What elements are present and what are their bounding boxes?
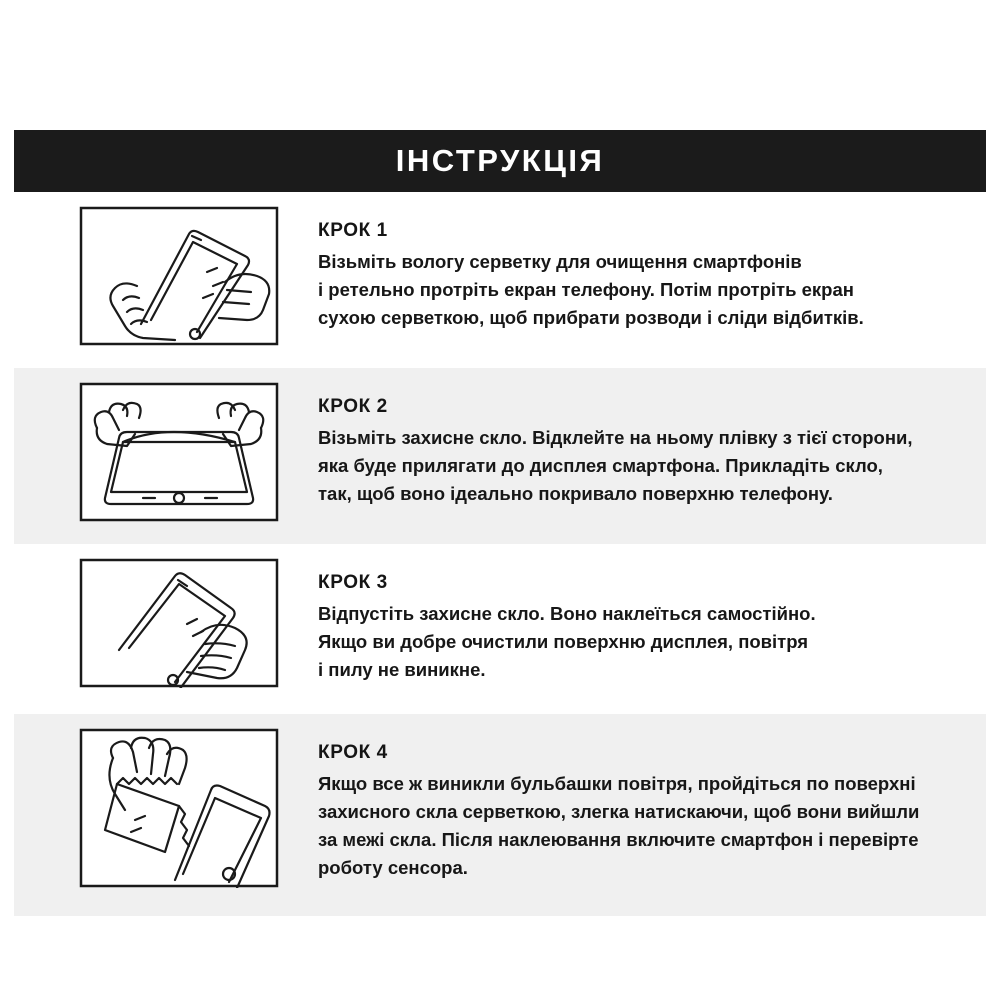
- step-3-text: [318, 558, 846, 684]
- step-body-line: і ретельно протріть екран телефону. Потім протріть екран: [318, 279, 854, 300]
- step-1-illustration: [74, 206, 284, 346]
- step-body: [318, 600, 816, 684]
- step-body-line: роботу сенсора.: [318, 857, 468, 878]
- step-body-line: за межі скла. Після наклеювання включите смартфон і перевірте: [318, 829, 919, 850]
- steps-list: [14, 192, 986, 916]
- step-body-line: Якщо ви добре очистили поверхню дисплея, повітря: [318, 631, 809, 652]
- step-2-illustration: [74, 382, 284, 522]
- step-4-illustration: [74, 728, 284, 888]
- page-title: ІНСТРУКЦІЯ: [395, 143, 605, 178]
- step-body-line: Візьміть вологу серветку для очищення смартфонів: [318, 251, 802, 272]
- step-body: [318, 424, 913, 508]
- step-body-line: сухою серветкою, щоб прибрати розводи і сліди відбитків.: [318, 307, 864, 328]
- step-body-line: Візьміть захисне скло. Відклейте на ньому плівку з тієї сторони,: [318, 427, 913, 448]
- step-title: КРОК 1: [318, 220, 388, 241]
- step-title: КРОК 2: [318, 396, 388, 417]
- step-row: [14, 714, 986, 916]
- step-row: [14, 192, 986, 368]
- step-4-text: [318, 728, 949, 882]
- finger-releasing-glass-on-phone-icon: [79, 558, 279, 688]
- hand-with-cloth-smoothing-phone-icon: [79, 728, 279, 888]
- step-body: [318, 248, 864, 332]
- step-title: КРОК 3: [318, 572, 388, 593]
- step-body-line: яка буде прилягати до дисплея смартфона. Прикладіть скло,: [318, 455, 883, 476]
- hand-holding-phone-wiping-screen-icon: [79, 206, 279, 346]
- step-body-line: і пилу не виникне.: [318, 659, 486, 680]
- step-body-line: Відпустіть захисне скло. Воно наклеїться самостійно.: [318, 603, 816, 624]
- step-row: [14, 368, 986, 544]
- step-row: [14, 544, 986, 714]
- step-body-line: так, щоб воно ідеально покривало поверхню телефону.: [318, 483, 833, 504]
- two-hands-peeling-film-from-glass-icon: [79, 382, 279, 522]
- step-title: КРОК 4: [318, 742, 388, 763]
- step-body-line: захисного скла серветкою, злегка натискаючи, щоб вони вийшли: [318, 801, 920, 822]
- step-1-text: [318, 206, 894, 332]
- step-body-line: Якщо все ж виникли бульбашки повітря, пройдіться по поверхні: [318, 773, 916, 794]
- header-bar: [14, 130, 986, 192]
- step-2-text: [318, 382, 943, 508]
- step-3-illustration: [74, 558, 284, 688]
- step-body: [318, 770, 919, 882]
